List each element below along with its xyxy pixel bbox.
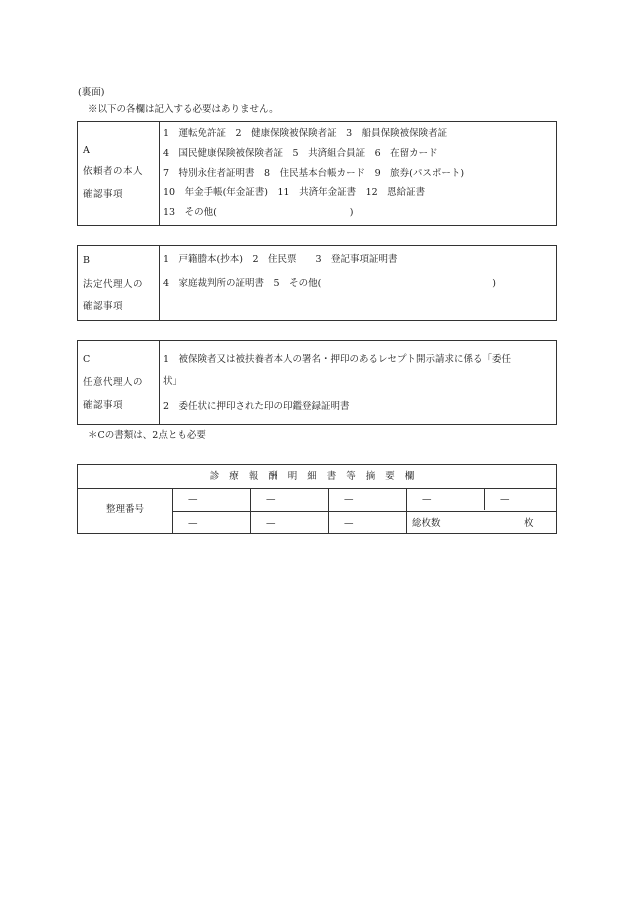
section-c-letter: C	[83, 354, 91, 365]
total-count-label: 総枚数	[412, 518, 441, 529]
section-c-box	[77, 340, 557, 425]
section-b-box	[77, 245, 557, 321]
section-a-label-line2: 確認事項	[83, 189, 124, 200]
section-a-box	[77, 121, 557, 226]
section-a-row-5: 13 その他( )	[163, 207, 354, 218]
dash-cell: —	[344, 494, 354, 505]
dash-cell: —	[422, 494, 432, 505]
section-b-label-line1: 法定代理人の	[83, 279, 144, 290]
section-c-label-line2: 確認事項	[83, 400, 124, 411]
dash-cell: —	[344, 518, 354, 529]
section-a-row-4: 10 年金手帳(年金証書) 11 共済年金証書 12 恩給証書	[163, 187, 426, 198]
summary-table	[77, 464, 557, 534]
total-count-unit: 枚	[524, 518, 534, 529]
note-text: ※以下の各欄は記入する必要はありません。	[88, 104, 279, 115]
section-b-label-line2: 確認事項	[83, 301, 124, 312]
section-c-label-line1: 任意代理人の	[83, 377, 144, 388]
section-b-row-2: 4 家庭裁判所の証明書 5 その他( )	[163, 278, 497, 289]
section-a-row-2: 4 国民健康保険被保険者証 5 共済組合員証 6 在留カード	[163, 148, 438, 159]
section-a-letter: A	[83, 145, 90, 156]
section-c-row-3: 2 委任状に押印された印の印鑑登録証明書	[163, 401, 350, 412]
summary-title: 診療報酬明細書等摘要欄	[209, 471, 425, 482]
section-a-row-3: 7 特別永住者証明書 8 住民基本台帳カード 9 旅券(パスポート)	[163, 168, 465, 179]
section-c-row-1: 1 被保険者又は被扶養者本人の署名・押印のあるレセプト開示請求に係る「委任	[163, 354, 512, 365]
dash-cell: —	[266, 518, 276, 529]
section-c-footnote: ＊Cの書類は、2点とも必要	[88, 430, 206, 441]
section-b-letter: B	[83, 255, 90, 266]
section-a-row-1: 1 運転免許証 2 健康保険被保険者証 3 船員保険被保険者証	[163, 128, 448, 139]
dash-cell: —	[266, 494, 276, 505]
summary-row-label: 整理番号	[105, 504, 144, 515]
section-c-row-2: 状」	[163, 376, 183, 387]
side-label: (裏面)	[78, 87, 105, 98]
dash-cell: —	[500, 494, 510, 505]
dash-cell: —	[188, 494, 198, 505]
section-a-label-line1: 依頼者の本人	[83, 166, 144, 177]
section-b-row-1: 1 戸籍謄本(抄本) 2 住民票 3 登記事項証明書	[163, 254, 398, 265]
dash-cell: —	[188, 518, 198, 529]
